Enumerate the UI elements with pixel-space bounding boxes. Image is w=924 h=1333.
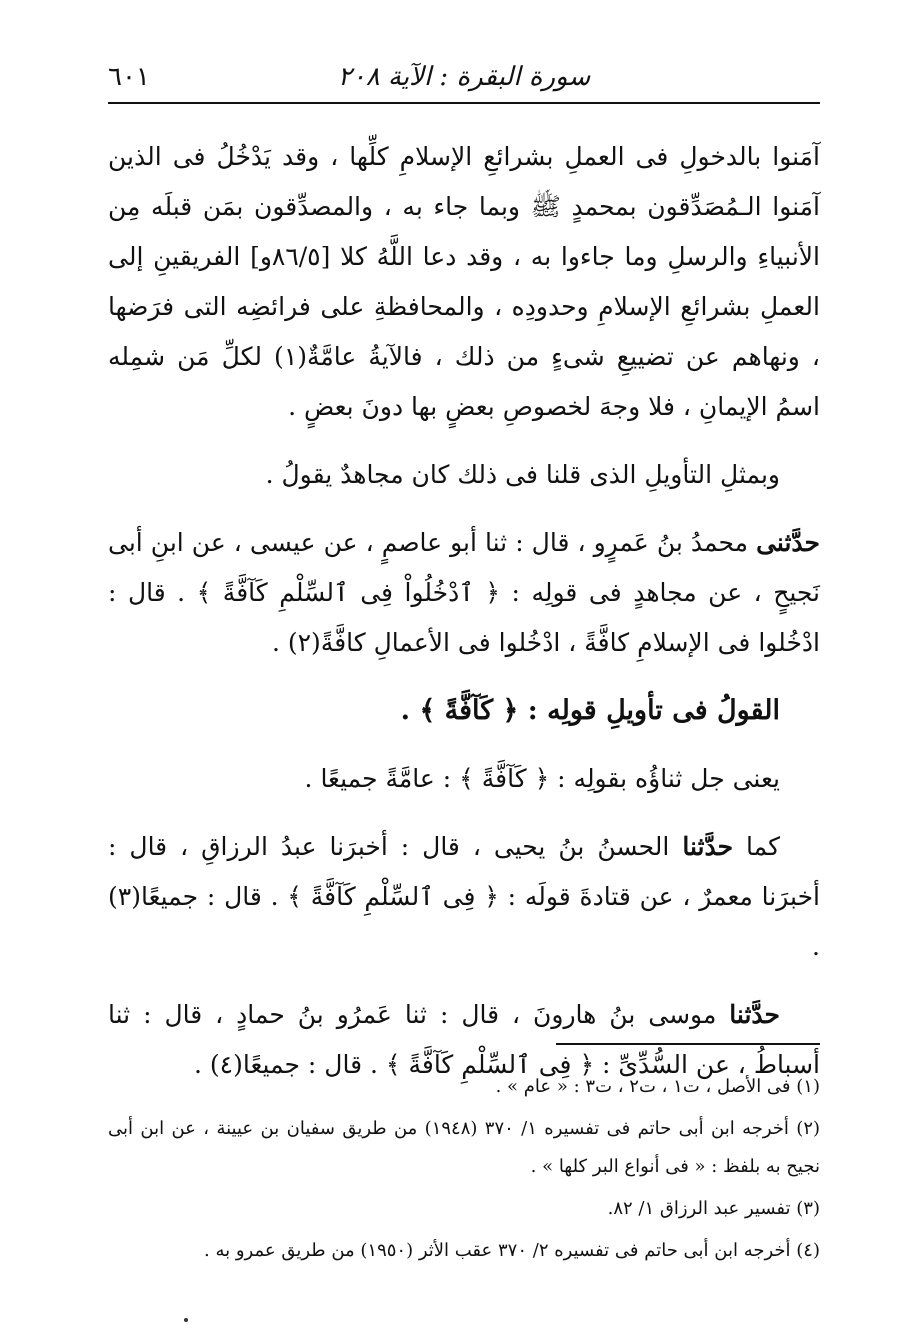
footnote-separator: [556, 1043, 820, 1045]
narration-lead: حدَّثنا: [729, 1000, 780, 1029]
narration-lead: حدَّثنا: [682, 832, 734, 861]
footnote-4: (٤) أخرجه ابن أبى حاتم فى تفسيره ٢/ ٣٧٠ عقب الأثر (١٩٥٠) من طريق عمرو به .: [204, 1240, 820, 1261]
footnote-1: (١) فى الأصل ، ت١ ، ت٢ ، ت٣ : « عام » .: [495, 1076, 820, 1097]
page-number: ٦٠١: [108, 62, 150, 92]
footnote-2: (٢) أخرجه ابن أبى حاتم فى تفسيره ١/ ٣٧٠ (١٩٤٨) من طريق سفيان بن عيينة ، عن ابن أبى نجيح به بلفظ : « فى أنواع البر كلها » .: [108, 1118, 821, 1177]
paragraph-1: آمَنوا بالدخولِ فى العملِ بشرائعِ الإسلامِ كلِّها ، وقد يَدْخُلُ فى الذين آمَنوا الـمُصَدِّقون بمحمدٍ ﷺ وبما جاء به ، والمصدِّقون بمَن قبلَه مِن الأنبياءِ والرسلِ وما جاءوا به ، وقد دعا اللَّهُ كلا [٨٦/٥و] الفريقينِ إلى العملِ بشرائعِ الإسلامِ وحدودِه ، والمحافظةِ على فرائضِه التى فرَضها ، ونهاهم عن تضييعِ شىءٍ من ذلك ، فالآيةُ عامَّةٌ(١) لكلِّ مَن شمِله اسمُ الإيمانِ ، فلا وجهَ لخصوصِ بعضٍ بها دونَ بعضٍ .: [108, 142, 820, 421]
footnote-3: (٣) تفسير عبد الرزاق ١/ ٨٢.: [607, 1198, 820, 1219]
footnotes: [108, 1068, 820, 1274]
scan-mark: [184, 1318, 188, 1322]
main-text: [108, 132, 820, 1108]
narration-text: محمدُ بنُ عَمرٍو ، قال : ثنا أبو عاصمٍ ، عن عيسى ، عن ابنِ أبى نَجيحٍ ، عن مجاهدٍ فى قولِه : ﴿ ٱدْخُلُواْ فِى ٱلسِّلْمِ كَآفَّةً ﴾ . قال : ادْخُلوا فى الإسلامِ كافَّةً ، ادْخُلوا فى الأعمالِ كافَّةً(٢) .: [108, 528, 820, 657]
running-title: سورة البقرة : الآية ٢٠٨: [337, 62, 591, 92]
section-heading: القولُ فى تأويلِ قولِه : ﴿ كَآفَّةً ﴾ .: [400, 695, 780, 726]
narration-prefix: كما: [733, 832, 780, 861]
paragraph-4: يعنى جل ثناؤُه بقولِه : ﴿ كَآفَّةً ﴾ : عامَّةً جميعًا .: [304, 764, 780, 793]
narration-text: موسى بنُ هارونَ ، قال : ثنا عَمرُو بنُ حمادٍ ، قال : ثنا أسباطُ ، عن السُّدِّىِّ : ﴿ فِى ٱلسِّلْمِ كَآفَّةً ﴾ . قال : جميعًا(٤) .: [108, 1000, 820, 1079]
narration-text: الحسنُ بنُ يحيى ، قال : أخبرَنا عبدُ الرزاقِ ، قال : أخبرَنا معمرٌ ، عن قتادةَ قولَه : ﴿ فِى ٱلسِّلْمِ كَآفَّةً ﴾ . قال : جميعًا(٣) .: [108, 832, 820, 961]
paragraph-3: [108, 518, 820, 668]
paragraph-5: [108, 822, 820, 972]
paragraph-2: وبمثلِ التأويلِ الذى قلنا فى ذلك كان مجاهدٌ يقولُ .: [265, 460, 780, 489]
page-header: [108, 62, 820, 104]
narration-lead: حدَّثنى: [756, 528, 820, 557]
